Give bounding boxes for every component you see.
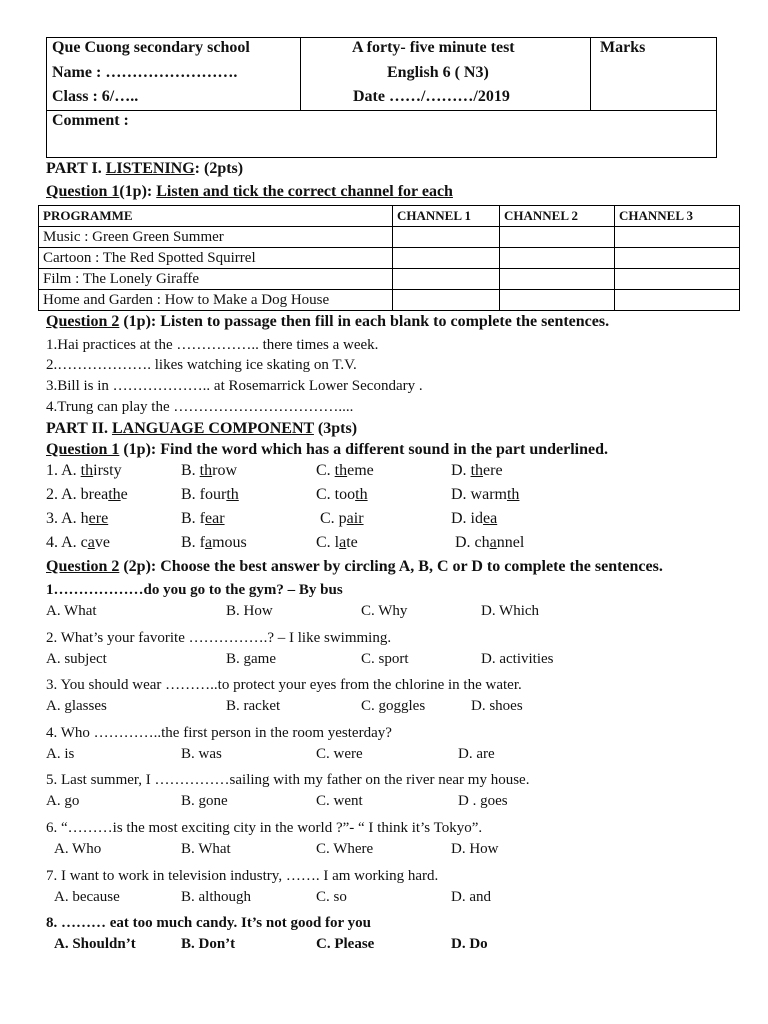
option-text: 3. A. h xyxy=(46,510,89,527)
table-row xyxy=(39,290,740,311)
part2-prefix: PART II. xyxy=(46,420,112,437)
answer-option[interactable]: C. Please xyxy=(316,936,375,953)
answer-option[interactable]: A. glasses xyxy=(46,698,107,715)
underlined-part: th xyxy=(80,462,94,479)
tick-cell[interactable] xyxy=(500,248,615,269)
sound-option[interactable] xyxy=(451,462,503,480)
subject-label: English 6 ( N3) xyxy=(387,64,489,81)
sound-option[interactable] xyxy=(320,510,364,528)
answer-option[interactable]: D. How xyxy=(451,841,499,857)
option-text: D. id xyxy=(451,510,483,527)
answer-option[interactable]: C. so xyxy=(316,888,347,905)
underlined-part: ere xyxy=(88,510,109,527)
answer-option[interactable]: B. gone xyxy=(181,793,228,810)
question-text: 2. What’s your favorite …………….? – I like swimming. xyxy=(46,629,392,646)
answer-option[interactable]: A. because xyxy=(54,888,120,905)
option-text: ve xyxy=(94,534,110,551)
answer-option[interactable]: C. sport xyxy=(361,650,409,667)
answer-option[interactable]: C. goggles xyxy=(361,698,426,715)
sound-option[interactable] xyxy=(181,462,237,480)
answer-option[interactable]: A. Shouldn’t xyxy=(54,936,136,953)
col-programme: PROGRAMME xyxy=(39,206,393,227)
sound-option[interactable] xyxy=(451,510,497,528)
sound-option[interactable] xyxy=(46,510,108,528)
answer-option[interactable]: C. went xyxy=(316,793,363,810)
class-field[interactable]: Class : 6/….. xyxy=(52,88,139,105)
sound-option[interactable] xyxy=(316,462,374,480)
option-text: 2. A. brea xyxy=(46,486,109,503)
q-label: Question 1 xyxy=(46,441,120,458)
answer-option[interactable]: B. game xyxy=(226,650,276,667)
sound-option[interactable] xyxy=(46,534,110,552)
part2-suffix: (3pts) xyxy=(313,420,358,437)
answer-option[interactable]: D. Which xyxy=(481,603,540,619)
tick-cell[interactable] xyxy=(393,248,500,269)
part1-main: LISTENING xyxy=(105,160,195,177)
col-channel-2: CHANNEL 2 xyxy=(500,206,615,227)
tick-cell[interactable] xyxy=(393,269,500,290)
answer-option[interactable]: A. go xyxy=(46,793,80,810)
underlined-part: ear xyxy=(205,510,225,527)
header-divider xyxy=(47,110,716,111)
sound-option[interactable] xyxy=(451,486,519,504)
channel-table xyxy=(38,205,740,311)
answer-option[interactable]: D . goes xyxy=(458,793,508,810)
option-text: D. warm xyxy=(451,486,507,503)
answer-option[interactable]: D. Do xyxy=(451,936,488,953)
header-divider xyxy=(300,38,301,110)
question-text: 5. Last summer, I ……………sailing with my father on the river near my house. xyxy=(46,772,530,789)
tick-cell[interactable] xyxy=(500,227,615,248)
option-text: eme xyxy=(347,462,374,479)
option-text: irsty xyxy=(93,462,122,479)
sound-option[interactable] xyxy=(181,510,225,528)
underlined-part: th xyxy=(506,486,520,503)
option-text: 1. A. xyxy=(46,462,81,479)
col-channel-1: CHANNEL 1 xyxy=(393,206,500,227)
school-name: Que Cuong secondary school xyxy=(52,39,250,56)
q-label: Question 2 xyxy=(46,558,120,575)
underlined-part: th xyxy=(199,462,213,479)
table-row xyxy=(39,248,740,269)
part1-title xyxy=(46,160,243,178)
option-text: C. l xyxy=(316,534,340,551)
underlined-part: a xyxy=(205,534,213,551)
part1-q2 xyxy=(46,313,609,331)
option-text: ere xyxy=(483,462,503,479)
sound-option[interactable] xyxy=(455,534,524,552)
part2-q1 xyxy=(46,441,608,459)
programme-cell: Home and Garden : How to Make a Dog House xyxy=(39,290,393,311)
tick-cell[interactable] xyxy=(393,227,500,248)
underlined-part: a xyxy=(339,534,347,551)
tick-cell[interactable] xyxy=(615,227,740,248)
question-text: 4. Who …………..the first person in the room yesterday? xyxy=(46,724,392,741)
q-text: (1p): Listen to passage then fill in each blank to complete the sentences. xyxy=(119,313,610,330)
underlined-part: th xyxy=(334,462,348,479)
part1-q1 xyxy=(46,183,453,201)
underlined-part: a xyxy=(489,534,497,551)
question-text: 3. You should wear ………..to protect your eyes from the chlorine in the water. xyxy=(46,677,522,694)
programme-cell: Cartoon : The Red Spotted Squirrel xyxy=(39,248,393,269)
option-text: C. xyxy=(316,462,335,479)
sound-option[interactable] xyxy=(181,486,239,504)
student-name-field[interactable]: Name : ……………………. xyxy=(52,64,238,81)
answer-option[interactable]: A. What xyxy=(46,603,97,619)
answer-option[interactable]: D. activities xyxy=(481,650,554,667)
answer-option[interactable]: A. is xyxy=(46,745,75,762)
fill-item: 1.Hai practices at the …………….. there times a week. xyxy=(46,337,379,353)
part2-main: LANGUAGE COMPONENT xyxy=(111,420,314,437)
tick-cell[interactable] xyxy=(615,248,740,269)
option-text: B. f xyxy=(181,534,205,551)
q-label: Question 1 xyxy=(46,183,120,200)
answer-option[interactable]: D. shoes xyxy=(471,698,523,715)
part2-q2 xyxy=(46,558,663,576)
underlined-part: th xyxy=(108,486,121,503)
answer-option[interactable]: B. What xyxy=(181,841,231,857)
option-text: C. too xyxy=(316,486,356,503)
option-text: D. ch xyxy=(455,534,490,551)
fill-item: 3.Bill is in ……………….. at Rosemarrick Lower Secondary . xyxy=(46,378,423,394)
underlined-part: air xyxy=(346,510,364,527)
option-text: B. four xyxy=(181,486,227,503)
underlined-part: a xyxy=(87,534,95,551)
fill-item: 4.Trung can play the …………………………….... xyxy=(46,399,354,415)
underlined-part: ea xyxy=(483,510,498,527)
tick-cell[interactable] xyxy=(393,290,500,311)
question-text: 6. “………is the most exciting city in the world ?”- “ I think it’s Tokyo”. xyxy=(46,820,483,836)
date-field[interactable]: Date ……/………/2019 xyxy=(353,88,510,105)
test-title: A forty- five minute test xyxy=(352,39,515,56)
answer-option[interactable]: B. was xyxy=(181,745,222,762)
sound-option[interactable] xyxy=(46,486,128,504)
marks-label: Marks xyxy=(600,39,646,56)
table-row xyxy=(39,269,740,290)
answer-option[interactable]: C. Where xyxy=(316,841,374,857)
answer-option[interactable]: B. racket xyxy=(226,698,281,715)
answer-option[interactable]: A. Who xyxy=(54,841,102,857)
q-pts: (1p): xyxy=(119,183,157,200)
tick-cell[interactable] xyxy=(500,290,615,311)
option-text: te xyxy=(346,534,358,551)
comment-label: Comment : xyxy=(52,112,129,129)
option-text: e xyxy=(120,486,128,503)
answer-option[interactable]: A. subject xyxy=(46,650,107,667)
q-label: Question 2 xyxy=(46,313,120,330)
fill-item: 2.………………. likes watching ice skating on T.V. xyxy=(46,357,357,373)
answer-option[interactable]: D. are xyxy=(458,745,495,762)
option-text: B. f xyxy=(181,510,205,527)
answer-option[interactable]: B. Don’t xyxy=(181,936,236,953)
underlined-part: th xyxy=(470,462,484,479)
question-text: 7. I want to work in television industry, ……. I am working hard. xyxy=(46,867,439,884)
underlined-part: th xyxy=(226,486,239,503)
answer-option[interactable]: C. were xyxy=(316,745,363,762)
option-text: nnel xyxy=(496,534,525,551)
answer-option[interactable]: D. and xyxy=(451,888,491,905)
part1-suffix: : (2pts) xyxy=(194,160,244,177)
sound-option[interactable] xyxy=(316,534,358,552)
table-row xyxy=(39,227,740,248)
table-header-row xyxy=(39,206,740,227)
answer-option[interactable]: C. Why xyxy=(361,603,408,619)
option-text: D. xyxy=(451,462,471,479)
q-text: (2p): Choose the best answer by circling A, B, C or D to complete the sentences. xyxy=(119,558,663,575)
question-text: 8. ……… eat too much candy. It’s not good for you xyxy=(46,915,372,932)
question-text: 1………………do you go to the gym? – By bus xyxy=(46,582,343,598)
programme-cell: Music : Green Green Summer xyxy=(39,227,393,248)
col-channel-3: CHANNEL 3 xyxy=(615,206,740,227)
header-table xyxy=(46,37,717,158)
underlined-part: th xyxy=(355,486,368,503)
part1-prefix: PART I. xyxy=(46,160,106,177)
header-divider xyxy=(590,38,591,110)
q-text: (1p): Find the word which has a different sound in the part underlined. xyxy=(119,441,608,458)
sound-option[interactable] xyxy=(46,462,122,480)
sound-option[interactable] xyxy=(181,534,247,552)
q-text: Listen and tick the correct channel for each xyxy=(156,183,453,200)
tick-cell[interactable] xyxy=(615,290,740,311)
option-text: C. p xyxy=(320,510,347,527)
option-text: 4. A. c xyxy=(46,534,88,551)
tick-cell[interactable] xyxy=(615,269,740,290)
programme-cell: Film : The Lonely Giraffe xyxy=(39,269,393,290)
sound-option[interactable] xyxy=(316,486,368,504)
answer-option[interactable]: B. although xyxy=(181,888,251,905)
part2-title xyxy=(46,420,357,438)
tick-cell[interactable] xyxy=(500,269,615,290)
option-text: B. xyxy=(181,462,200,479)
answer-option[interactable]: B. How xyxy=(226,603,273,619)
option-text: mous xyxy=(212,534,247,551)
option-text: row xyxy=(212,462,238,479)
